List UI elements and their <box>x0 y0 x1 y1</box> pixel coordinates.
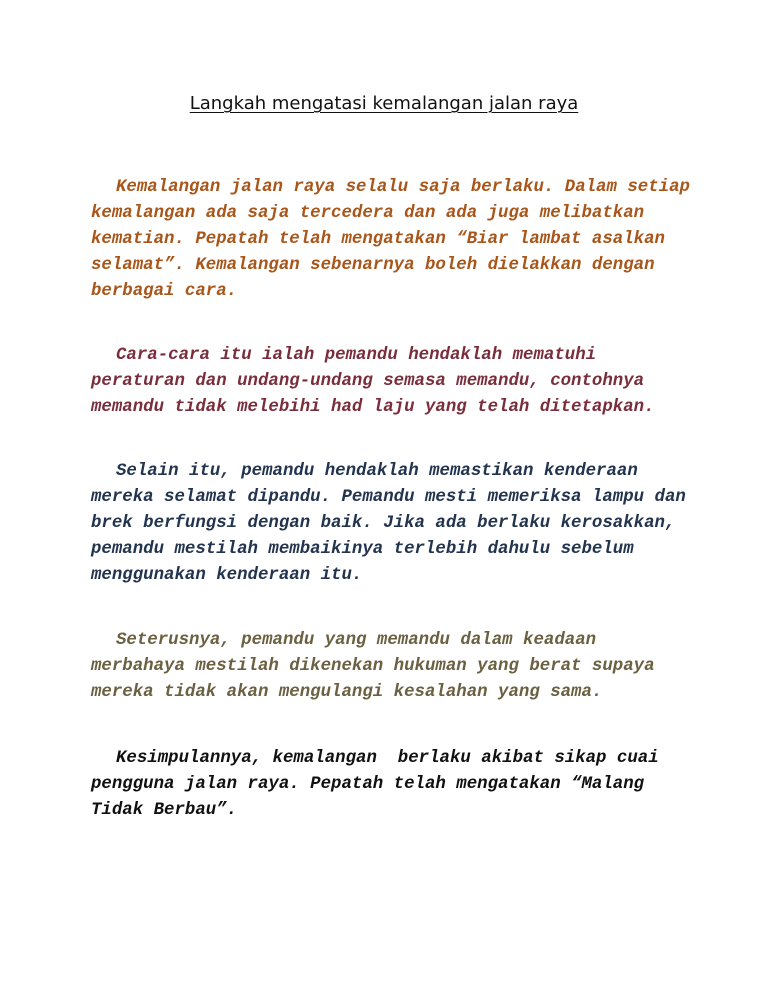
paragraph-introduction: Kemalangan jalan raya selalu saja berlaku. Dalam setiap kemalangan ada saja tercedera dan ada juga melibatkan kematian. Pepatah telah mengatakan “Biar lambat asalkan selamat”. Kemalangan sebenarnya boleh dielakkan dengan berbagai cara. <box>91 178 701 301</box>
paragraph-obey-rules: Cara-cara itu ialah pemandu hendaklah mematuhi peraturan dan undang-undang semasa memandu, contohnya memandu tidak melebihi had laju yang telah ditetapkan. <box>91 346 655 417</box>
paragraph-vehicle-safety: Selain itu, pemandu hendaklah memastikan kenderaan mereka selamat dipandu. Pemandu mesti memeriksa lampu dan brek berfungsi dengan baik. Jika ada berlaku kerosakkan, pemandu mestilah membaikinya terlebih dahulu sebelum menggunakan kenderaan itu. <box>91 462 697 585</box>
paragraph-conclusion: Kesimpulannya, kemalangan berlaku akibat sikap cuai pengguna jalan raya. Pepatah telah mengatakan “Malang Tidak Berbau”. <box>91 749 670 820</box>
paragraph-punishment: Seterusnya, pemandu yang memandu dalam keadaan merbahaya mestilah dikenekan hukuman yang berat supaya mereka tidak akan mengulangi kesalahan yang sama. <box>91 631 665 702</box>
document-title-text: Langkah mengatasi kemalangan jalan raya <box>189 93 579 114</box>
document-title <box>0 93 768 114</box>
